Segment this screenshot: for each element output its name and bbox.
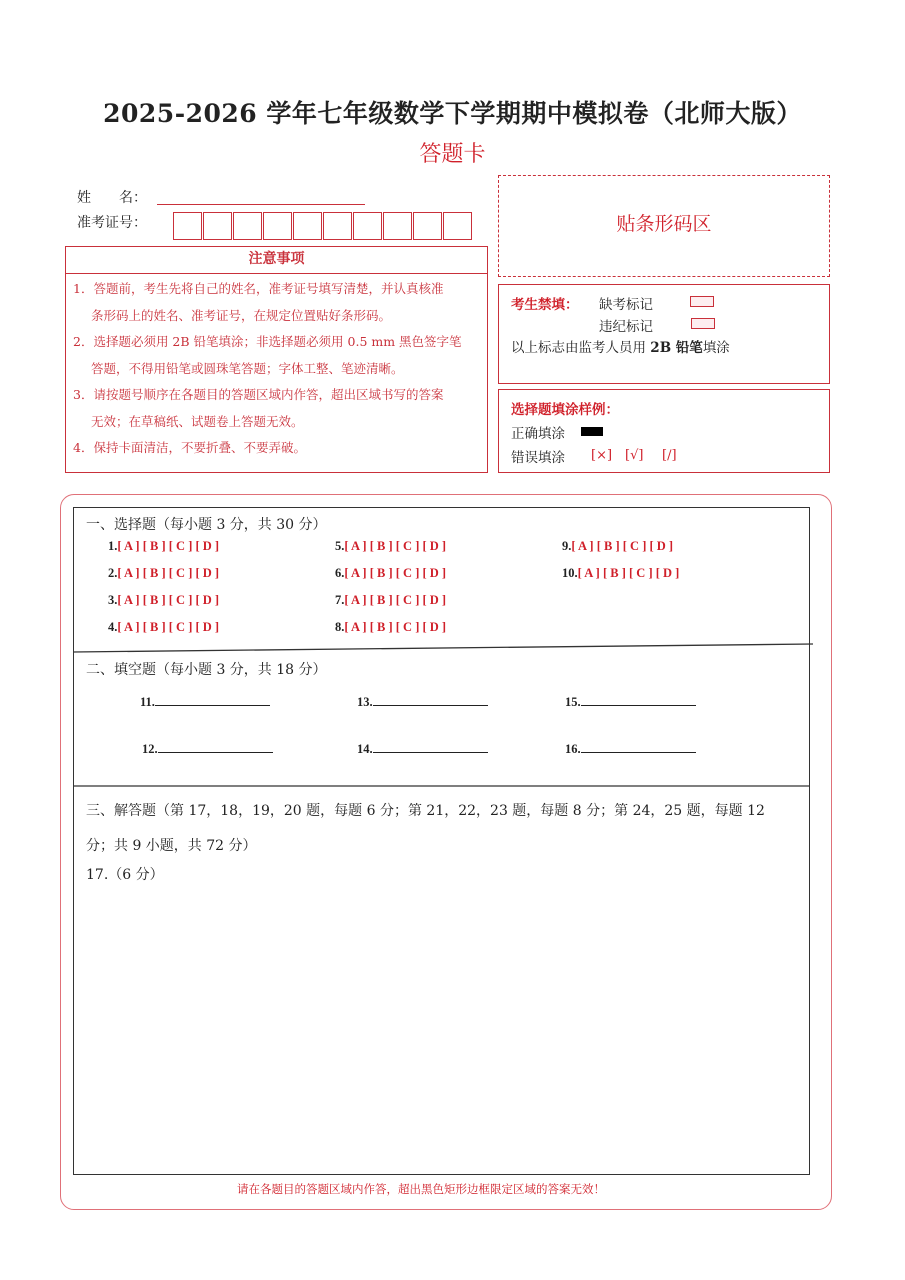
choice-options[interactable]: [ A ] [ B ] [ C ] [ D ] [117, 593, 220, 607]
question-number: 2. [108, 566, 118, 580]
choice-options[interactable]: [ A ] [ B ] [ C ] [ D ] [344, 593, 447, 607]
notes-title: 注意事项 [65, 246, 488, 274]
absent-label: 缺考标记 [599, 297, 653, 313]
question-number: 9. [562, 539, 572, 553]
page-title: 2025-2026 学年七年级数学下学期期中模拟卷（北师大版） [103, 99, 802, 128]
question-number: 6. [335, 566, 345, 580]
section1-title: 一、选择题（每小题 3 分，共 30 分） [86, 517, 327, 533]
answer-blank[interactable] [581, 740, 696, 753]
id-digit-box[interactable] [383, 212, 412, 240]
id-label: 准考证号： [77, 215, 147, 231]
divider-1 [73, 644, 813, 652]
note-2: 2．选择题必须用 2B 铅笔填涂；非选择题必须用 0.5 mm 黑色签字笔 [73, 334, 462, 349]
note-2-cont: 答题，不得用铅笔或圆珠笔答题；字体工整、笔迹清晰。 [91, 360, 404, 376]
question-number: 11. [140, 695, 155, 709]
violation-label: 违纪标记 [599, 319, 653, 335]
note-1: 1．答题前，考生先将自己的姓名，准考证号填写清楚，并认真核准 [73, 281, 444, 296]
choice-options[interactable]: [ A ] [ B ] [ C ] [ D ] [117, 620, 220, 634]
question-number: 3. [108, 593, 118, 607]
footer-warning: 请在各题目的答题区域内作答，超出黑色矩形边框限定区域的答案无效！ [237, 1182, 605, 1196]
choice-question[interactable] [108, 539, 219, 554]
section2-title: 二、填空题（每小题 3 分，共 18 分） [86, 662, 327, 678]
choice-options[interactable]: [ A ] [ B ] [ C ] [ D ] [344, 566, 447, 580]
choice-question[interactable] [108, 620, 219, 635]
name-label: 姓 名： [77, 190, 147, 206]
question-number: 12. [142, 742, 158, 756]
id-digit-box[interactable] [323, 212, 352, 240]
question-17-label: 17.（6 分） [86, 867, 164, 883]
question-number: 13. [357, 695, 373, 709]
correct-label: 正确填涂 [511, 426, 565, 442]
question-number: 15. [565, 695, 581, 709]
answer-blank[interactable] [581, 693, 696, 706]
id-digit-box[interactable] [203, 212, 232, 240]
choice-question[interactable] [335, 593, 446, 608]
choice-question[interactable] [335, 566, 446, 581]
note-post: 填涂 [702, 340, 730, 356]
wrong-mark-check: [√] [625, 448, 644, 463]
fill-question [142, 740, 273, 757]
question-number: 1. [108, 539, 118, 553]
wrong-label: 错误填涂 [511, 450, 565, 466]
choice-options[interactable]: [ A ] [ B ] [ C ] [ D ] [571, 539, 674, 553]
id-digit-box[interactable] [173, 212, 202, 240]
note-3-cont: 无效；在草稿纸、试题卷上答题无效。 [91, 413, 304, 429]
note-3: 3．请按题号顺序在各题目的答题区域内作答，超出区域书写的答案 [73, 387, 444, 402]
fill-question [565, 740, 696, 757]
fill-question [357, 740, 488, 757]
question-number: 4. [108, 620, 118, 634]
answer-blank[interactable] [155, 693, 270, 706]
wrong-mark-slash: [/] [662, 448, 677, 463]
section3-title-2: 分；共 9 小题，共 72 分） [86, 838, 257, 854]
choice-question[interactable] [335, 620, 446, 635]
answer-blank[interactable] [373, 740, 488, 753]
question-number: 5. [335, 539, 345, 553]
choice-question[interactable] [335, 539, 446, 554]
choice-options[interactable]: [ A ] [ B ] [ C ] [ D ] [117, 566, 220, 580]
barcode-area: 贴条形码区 [498, 175, 830, 277]
choice-question[interactable] [562, 539, 673, 554]
page-subtitle: 答题卡 [419, 142, 486, 167]
choice-options[interactable]: [ A ] [ B ] [ C ] [ D ] [117, 539, 220, 553]
sample-title: 选择题填涂样例： [511, 402, 619, 418]
id-digit-box[interactable] [443, 212, 472, 240]
note-4: 4．保持卡面清洁，不要折叠、不要弄破。 [73, 440, 306, 455]
id-digit-box[interactable] [353, 212, 382, 240]
note-pre: 以上标志由监考人员用 [511, 340, 651, 356]
note-bold: 2B 铅笔 [650, 340, 703, 356]
id-digit-box[interactable] [263, 212, 292, 240]
choice-options[interactable]: [ A ] [ B ] [ C ] [ D ] [577, 566, 680, 580]
question-number: 7. [335, 593, 345, 607]
question-number: 8. [335, 620, 345, 634]
id-digit-box[interactable] [233, 212, 262, 240]
choice-question[interactable] [108, 593, 219, 608]
fill-question [140, 693, 270, 710]
fill-question [357, 693, 488, 710]
question-17-answer-area[interactable] [80, 890, 800, 1170]
choice-question[interactable] [108, 566, 219, 581]
choice-question[interactable] [562, 566, 679, 581]
wrong-mark-cross: [×] [591, 448, 613, 463]
question-number: 14. [357, 742, 373, 756]
note-1-cont: 条形码上的姓名、准考证号，在规定位置贴好条形码。 [91, 307, 392, 323]
choice-options[interactable]: [ A ] [ B ] [ C ] [ D ] [344, 539, 447, 553]
id-digit-box[interactable] [413, 212, 442, 240]
answer-blank[interactable] [373, 693, 488, 706]
question-number: 10. [562, 566, 578, 580]
question-number: 16. [565, 742, 581, 756]
fill-question [565, 693, 696, 710]
forbidden-title: 考生禁填： [511, 297, 579, 313]
answer-blank[interactable] [158, 740, 273, 753]
choice-options[interactable]: [ A ] [ B ] [ C ] [ D ] [344, 620, 447, 634]
section3-title-1: 三、解答题（第 17，18，19，20 题，每题 6 分；第 21，22，23 题，每题 8 分；第 24，25 题，每题 12 [86, 803, 765, 819]
id-digit-box[interactable] [293, 212, 322, 240]
